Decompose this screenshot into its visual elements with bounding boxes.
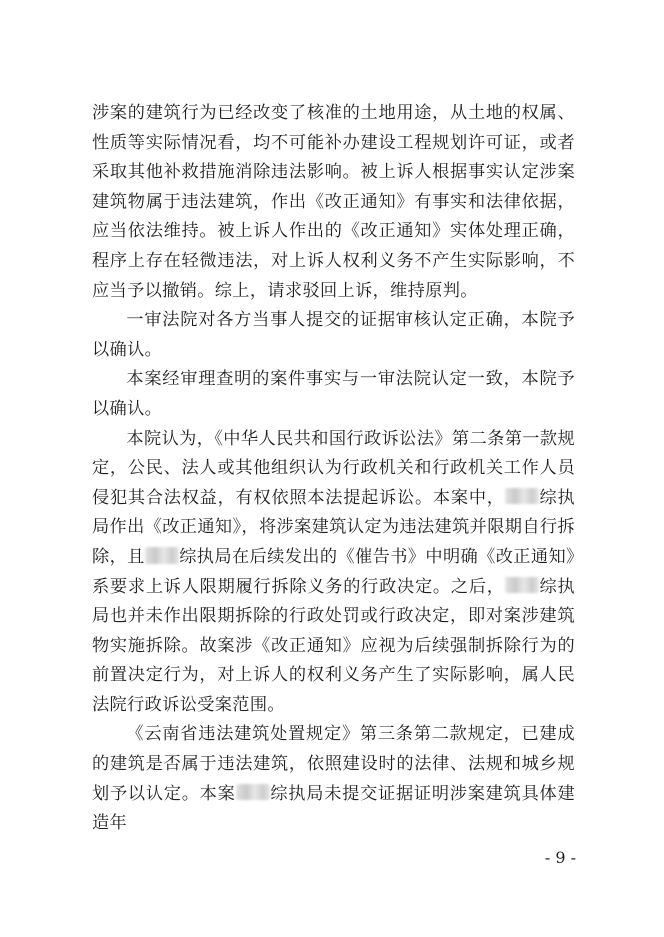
paragraph-5: 《云南省违法建筑处置规定》第三条第二款规定，已建成的建筑是否属于违法建筑，依照建设时的法律、法规和城乡规划予以认定。本案 综执局未提交证据证明涉案建筑具体建造年 <box>92 724 575 834</box>
paragraph-2: 一审法院对各方当事人提交的证据审核认定正确，本院予以确认。 <box>92 310 575 360</box>
paragraph-1: 涉案的建筑行为已经改变了核准的土地用途，从土地的权属、性质等实际情况看，均不可能补办建设工程规划许可证，或者采取其他补救措施消除违法影响。被上诉人根据事实认定涉案建筑物属于违法建筑，作出《改正通知》有事实和法律依据，应当依法维持。被上诉人作出的《改正通知》实体处理正确，程序上存在轻微违法，对上诉人权利义务不产生实际影响，不应当予以撤销。综上，请求驳回上诉，维持原判。 <box>92 103 575 301</box>
redacted-text <box>505 488 539 504</box>
redacted-text <box>505 577 539 593</box>
paragraph-3: 本案经审理查明的案件事实与一审法院认定一致，本院予以确认。 <box>92 369 575 419</box>
redacted-text <box>236 784 270 800</box>
redacted-text <box>145 547 179 563</box>
document-body <box>92 99 575 839</box>
page-number-label: - 9 - <box>544 848 576 867</box>
paragraph-4: 本院认为，《中华人民共和国行政诉讼法》第二条第一款规定，公民、法人或其他组织认为行政机关和行政机关工作人员侵犯其合法权益，有权依照本法提起诉讼。本案中， 综执局作出《改正通知》，将涉案建筑认定为违法建筑并限期自行拆除，且 综执局在后续发出的《催告书》中明确《改正通知》系要求上诉人限期履行拆除义务的行政决定。之后， 综执局也并未作出限期拆除的行政处罚或行政决定，即对案涉建筑物实施拆除。故案涉《改正通知》应视为后续强制拆除行为的前置决定行为，对上诉人的权利义务产生了实际影响，属人民法院行政诉讼受案范围。 <box>92 428 575 715</box>
